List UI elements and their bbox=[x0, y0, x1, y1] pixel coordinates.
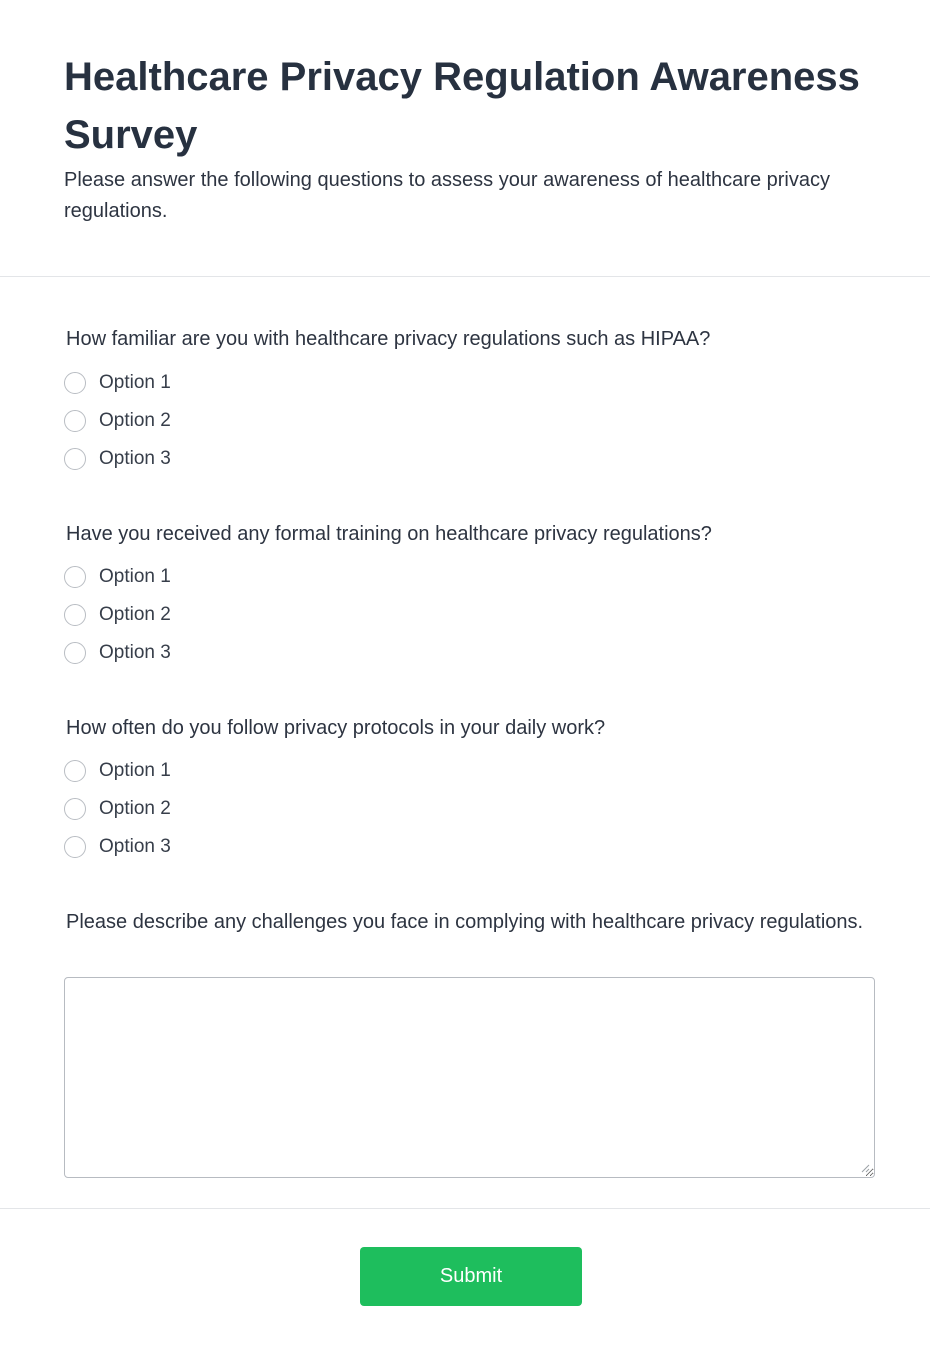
radio-button[interactable] bbox=[64, 760, 86, 782]
question-text: Please describe any challenges you face in complying with healthcare privacy regulations. bbox=[66, 911, 864, 933]
option-radio[interactable] bbox=[64, 796, 171, 822]
option-label: Option 3 bbox=[99, 836, 171, 857]
footer-divider bbox=[0, 1208, 930, 1209]
option-radio[interactable] bbox=[64, 370, 171, 396]
radio-button[interactable] bbox=[64, 410, 86, 432]
challenges-textarea-wrapper bbox=[64, 977, 875, 1178]
question-text: How often do you follow privacy protocols in your daily work? bbox=[66, 717, 606, 739]
question-4 bbox=[66, 910, 866, 935]
option-label: Option 1 bbox=[99, 566, 171, 587]
option-label: Option 3 bbox=[99, 448, 171, 469]
option-label: Option 2 bbox=[99, 410, 171, 431]
radio-button[interactable] bbox=[64, 372, 86, 394]
radio-button[interactable] bbox=[64, 798, 86, 820]
challenges-textarea[interactable] bbox=[64, 977, 875, 1178]
option-radio[interactable] bbox=[64, 602, 171, 628]
page-title: Healthcare Privacy Regulation Awareness Survey bbox=[64, 55, 860, 157]
page-description: Please answer the following questions to assess your awareness of healthcare privacy regulations. bbox=[64, 169, 830, 222]
question-1 bbox=[66, 327, 866, 469]
option-label: Option 1 bbox=[99, 760, 171, 781]
question-text: How familiar are you with healthcare privacy regulations such as HIPAA? bbox=[66, 328, 711, 350]
submit-button[interactable]: Submit bbox=[360, 1247, 582, 1306]
option-radio[interactable] bbox=[64, 640, 171, 666]
question-3 bbox=[66, 716, 866, 857]
option-radio[interactable] bbox=[64, 758, 171, 784]
option-radio[interactable] bbox=[64, 564, 171, 590]
radio-button[interactable] bbox=[64, 642, 86, 664]
question-2 bbox=[66, 522, 866, 663]
option-radio[interactable] bbox=[64, 408, 171, 434]
option-label: Option 2 bbox=[99, 798, 171, 819]
radio-button[interactable] bbox=[64, 448, 86, 470]
option-label: Option 2 bbox=[99, 604, 171, 625]
radio-button[interactable] bbox=[64, 836, 86, 858]
option-label: Option 3 bbox=[99, 642, 171, 663]
radio-button[interactable] bbox=[64, 604, 86, 626]
option-radio[interactable] bbox=[64, 834, 171, 860]
survey-header bbox=[0, 0, 930, 277]
radio-button[interactable] bbox=[64, 566, 86, 588]
question-text: Have you received any formal training on healthcare privacy regulations? bbox=[66, 523, 712, 545]
option-label: Option 1 bbox=[99, 372, 171, 393]
option-radio[interactable] bbox=[64, 446, 171, 472]
